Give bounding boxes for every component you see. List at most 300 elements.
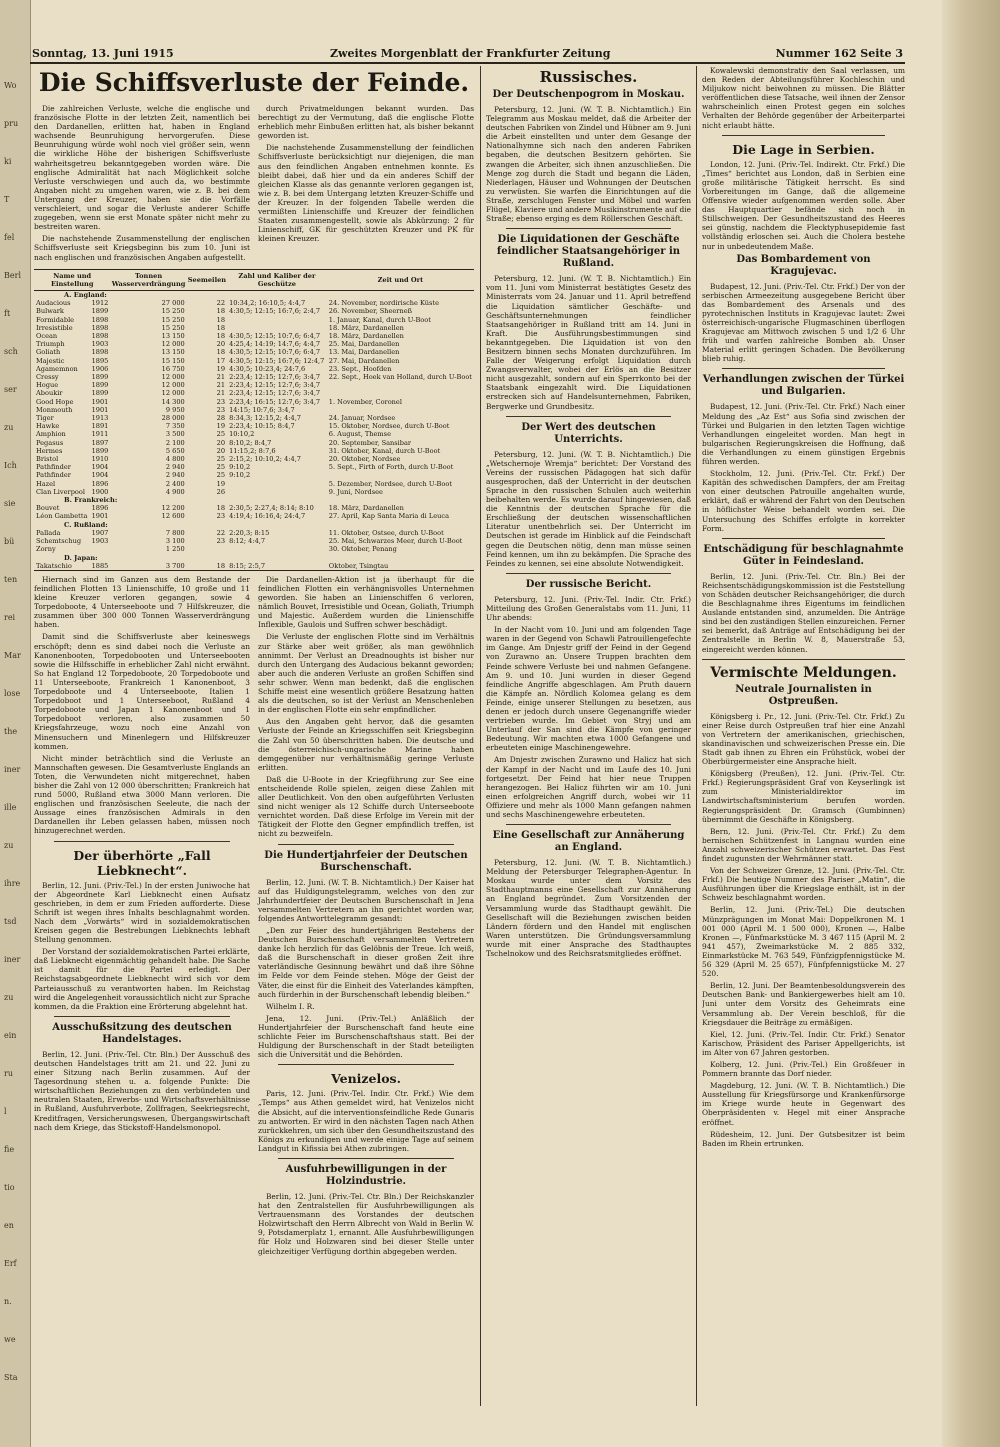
stub-fragment: Sta	[4, 1373, 18, 1382]
table-cell: 4:30,5; 12:15; 16:7,6; 12:4,7	[229, 356, 325, 365]
table-row	[34, 463, 474, 471]
table-cell: 1913	[91, 414, 109, 423]
table-cell: 4:30,5; 12:15; 10:7,6; 6:4,7	[229, 348, 321, 357]
paragraph: Königsberg i. Pr., 12. Juni. (Priv.-Tel. Ctr. Frkf.) Zu einer Reise durch Ostpreußen traf hier eine Anzahl von Vertretern der amerikanischen, griechischen, skandinavischen und schweizerischen Presse ein. Die Stadt gab ihnen zu Ehren ein Frühstück, wobei der Oberbürgermeister eine Ansprache hielt.	[702, 711, 905, 767]
table-cell: 1899	[91, 373, 109, 382]
stub-fragment: fel	[4, 233, 15, 242]
tuerkei-title: Verhandlungen zwischen der Türkei und Bulgarien.	[702, 374, 905, 398]
table-cell: 20	[216, 438, 226, 447]
table-cell: 18. März, Dardanellen	[328, 332, 404, 341]
stub-fragment: pru	[4, 119, 19, 128]
table-cell	[227, 324, 327, 332]
table-cell: 2:15,2; 10:10,2; 4:4,7	[229, 455, 301, 464]
table-cell: 1885	[90, 562, 111, 571]
table-cell: 12 000	[161, 340, 185, 349]
table-row	[34, 324, 474, 332]
table-cell: 1. November, Coronel	[328, 397, 402, 406]
table-cell: 3 500	[165, 430, 185, 439]
paragraph: Die Dardanellen-Aktion ist ja überhaupt für die feindlichen Flotten ein verhängnisvolles Unternehmen geworden. Sie haben an Linienschiffen 6 verloren, nämlich Bouvet, Irresistible und Ocean, Goliath, Triumph und Majestic. Außerdem wurden die Linienschiffe Inflexible, Gaulois und Suffren schwer beschädigt.	[258, 574, 474, 630]
column-rule	[480, 66, 481, 1406]
table-cell: 1901	[91, 512, 109, 521]
table-cell: 7 800	[165, 528, 185, 537]
paragraph: Magdeburg, 12. Juni. (W. T. B. Nichtamtlich.) Die Ausstellung für Kriegsfürsorge und Krankenfürsorge im Kriege wurde heute in Gegenwart des Oberpräsidenten v. Hegel mit einer Ansprache eröffnet.	[702, 1081, 905, 1127]
table-cell: 28	[216, 414, 226, 423]
table-group-row	[34, 554, 474, 562]
table-cell: 2:23,4; 12:15; 12:7,6; 3:4,7	[229, 389, 321, 398]
table-cell: 4 800	[165, 455, 185, 464]
paragraph: Petersburg, 12. Juni. (W. T. B. Nichtamtlich.) Ein Telegramm aus Moskau meldet, daß die Arbeiter der deutschen Fabriken von Zindel und Hübner am 9. Juni die Arbeit einstellten und unter dem Gesange der Nationalhymne sich nach den anderen Fabriken begaben, die deutschen Besitzern gehörten. Sie zwangen die Arbeiter, sich ihnen anzuschließen. Die Menge zog durch die Stadt und begann die Läden, Niederlagen, Häuser und Wohnungen der Deutschen zu verwüsten. Sie warfen die Einrichtungen auf die Straße, zerschlugen Fenster und Möbel und warfen Flügel, Klaviere und andere Musikinstrumente auf die Straße; ebenso erging es dem Röllerschen Geschäft.	[486, 105, 691, 224]
table-cell: 6. August, Themse	[328, 430, 391, 439]
table-cell: 2:23,4; 12:15; 12:7,6; 3:4,7	[229, 373, 321, 382]
bericht-text	[486, 595, 691, 819]
stockholm-text	[702, 469, 905, 533]
table-cell: 31. Oktober, Kanal, durch U-Boot	[328, 446, 441, 455]
table-cell: Majestic	[36, 356, 65, 365]
header-paper-title: Zweites Morgenblatt der Frankfurter Zeitung	[330, 47, 611, 60]
table-group-label: D. Japan:	[64, 553, 98, 562]
divider	[722, 135, 885, 136]
table-cell: 9:10,2	[229, 463, 251, 472]
table-row	[34, 545, 474, 553]
table-row	[34, 307, 474, 315]
kragujevac-text	[702, 282, 905, 364]
stub-fragment: fie	[4, 1145, 15, 1154]
table-cell: 26. November, Sheerneß	[328, 307, 413, 316]
venizelos-text	[258, 1089, 474, 1153]
table-row	[34, 316, 474, 324]
handelstag-text	[34, 1050, 250, 1132]
table-cell: 1900	[91, 487, 109, 496]
table-cell: 4:30,5; 10:23,4; 24:7,6	[229, 364, 306, 373]
liquidation-title: Die Liquidationen der Geschäfte feindlicher Staatsangehöriger in Rußland.	[496, 234, 681, 270]
table-cell: 8:12; 4:4,7	[229, 537, 266, 546]
stub-fragment: sie	[4, 499, 16, 508]
table-row	[34, 529, 474, 537]
table-cell: 27. April, Kap Santa Maria di Leuca	[328, 512, 450, 521]
table-cell	[90, 545, 111, 553]
table-cell: 1901	[91, 397, 109, 406]
table-cell: 18. März, Dardanellen	[328, 504, 404, 513]
table-cell: 1898	[91, 323, 109, 332]
holz-title: Ausfuhrbewilligungen in der Holzindustrie.	[285, 1163, 447, 1187]
table-cell: 4:25,4; 14:19; 14:7,6; 4:4,7	[229, 340, 321, 349]
table-cell: Hermes	[36, 446, 63, 455]
paragraph: London, 12. Juni. (Priv.-Tel. Indirekt. Ctr. Frkf.) Die „Times“ berichtet aus London, daß in Serbien eine große militärische Tätigkeit herrscht. Es sind Vorbereitungen im Gange, daß die allgemeine Offensive wieder aufgenommen werden solle. Aber das Hauptquartier befände sich noch in Stillschweigen. Der Gesundheitszustand des Heeres sei günstig, nachdem die Flecktyphusepidemie fast vollständig erloschen sei. Auch die Cholera bestehe nur in unbedeutendem Maße.	[702, 159, 905, 251]
table-cell: 12 000	[161, 373, 185, 382]
table-row	[34, 299, 474, 307]
table-cell: Audacious	[36, 299, 71, 308]
table-header: Tonnen Wasserverdrängung	[110, 269, 186, 290]
paragraph: Berlin, 12. Juni. (Priv.-Tel.) In der ersten Juniwoche hat der Abgeordnete Karl Liebknecht einen Aufsatz geschrieben, in dem er zum Frieden aufforderte. Diese Schrift ist wegen ihres Inhalts beschlagnahmt worden. Nach dem „Vorwärts“ wird in sozialdemokratischen Kreisen gegen die Bestrebungen Liebknechts lebhaft Stellung genommen.	[34, 880, 250, 945]
paragraph: Budapest, 12. Juni. (Priv.-Tel. Ctr. Frkf.) Der von der serbischen Armeezeitung ausgegebene Bericht über das Bombardement des Arsenals und des pyrotechnischen Instituts in Kragujevac lautet: Zwei österreichisch-ungarische Flugmaschinen überflogen Kragujevac am Mittwoch zwischen 5 und 1/2 6 Uhr früh und warfen zahlreiche Bomben ab. Unser Material erlitt geringen Schaden. Die Bevölkerung blieb ruhig.	[702, 281, 905, 364]
table-cell	[327, 389, 474, 397]
table-cell: Takatschio	[34, 562, 90, 571]
paragraph: Hiernach sind im Ganzen aus dem Bestande der feindlichen Flotten 13 Linienschiffe, 10 große und 11 kleine Kreuzer verloren gegangen, sowie 4 Torpedoboote, 4 Unterseeboote und 7 Hilfskreuzer, die zusammen über 300 000 Tonnen Wasserverdrängung haben.	[34, 574, 250, 630]
unterricht-title: Der Wert des deutschen Unterrichts.	[521, 421, 656, 445]
table-cell: 3 100	[165, 537, 185, 546]
paragraph: Berlin, 12. Juni. (Priv.-Tel. Ctr. Bln.) Bei der Reichsentschädigungskommission ist die Feststellung von Schäden deutscher Reichsangehöriger, die durch die Beschlagnahme ihres Eigentums im feindlichen Auslande entstanden sind, anzumelden. Die Anträge sind bei den zuständigen Stellen einzureichen. Ferner sei bemerkt, daß Anträge auf Entschädigung bei der Zentralstelle in Berlin W. 8, Mauerstraße 53, eingereicht werden können.	[702, 571, 905, 654]
table-cell: 2:23,4; 12:15; 12:7,6; 3:4,7	[229, 381, 321, 390]
table-row	[34, 348, 474, 356]
burschenschaft-text	[258, 878, 474, 1060]
table-header: Seemeilen	[187, 269, 227, 290]
table-cell: 2 100	[165, 438, 185, 447]
table-cell: 1906	[91, 364, 109, 373]
table-group-label: A. England:	[64, 291, 107, 299]
table-group-label: C. Rußland:	[64, 520, 108, 529]
table-cell: Pallada	[36, 528, 61, 537]
table-row	[34, 504, 474, 512]
stub-fragment: ser	[4, 385, 17, 394]
table-cell: 13. Mai, Dardanellen	[328, 348, 400, 357]
stub-fragment: Berl	[4, 271, 21, 280]
paragraph: Petersburg, 12. Juni. (Priv.-Tel. Indir. Ctr. Frkf.) Mitteilung des Großen Generalstabs vom 11. Juni, 11 Uhr abends:	[486, 594, 691, 623]
table-cell: 2:23,4; 10:15; 8:4,7	[229, 422, 295, 431]
annaeherung-title: Eine Gesellschaft zur Annäherung an England.	[492, 830, 685, 854]
vermischte-subtitle: Neutrale Journalisten in Ostpreußen.	[735, 683, 872, 707]
annaeherung-text	[486, 858, 691, 958]
table-row	[34, 389, 474, 397]
kragujevac-title: Das Bombardement von Kragujevac.	[736, 253, 871, 277]
table-cell	[327, 406, 474, 414]
table-cell	[227, 316, 327, 324]
table-cell: 20. Oktober, Nordsee	[328, 455, 401, 464]
table-cell: Good Hope	[36, 397, 74, 406]
table-cell: 9. Juni, Nordsee	[328, 487, 383, 496]
table-cell: 2:20,3; 8:15	[229, 528, 270, 537]
entschaedigung-title: Entschädigung für beschlagnahmte Güter in Feindesland.	[703, 543, 904, 567]
table-cell: 21	[216, 381, 226, 390]
stub-fragment: tio	[4, 1183, 15, 1192]
table-cell: 11. Oktober, Ostsee, durch U-Boot	[328, 528, 444, 537]
stub-fragment: rei	[4, 613, 16, 622]
divider	[506, 573, 671, 574]
table-cell: 11:15,2; 8:7,6	[229, 446, 276, 455]
paragraph: Berlin, 12. Juni. (Priv.-Tel. Ctr. Bln.) Der Reichskanzler hat den Zentralstellen für Ausfuhrbewilligungen als Vertrauensmann des Vorstandes der deutschen Holzwirtschaft den Herrn Albrecht von Wald in Berlin W. 9, Potsdamerplatz 1, ernannt. Alle Ausfuhrbewilligungen für Holz und Holzwaren sind bei dieser Stelle unter gleichzeitiger Verfügung dorthin abgegeben werden.	[258, 1191, 474, 1256]
table-cell: Hazel	[36, 479, 56, 488]
main-body	[34, 575, 474, 1259]
table-cell: 3 700	[110, 562, 186, 571]
bericht-title: Der russische Bericht.	[525, 578, 652, 590]
vermischte-title: Vermischte Meldungen.	[710, 664, 897, 681]
table-cell: 1899	[91, 307, 109, 316]
table-cell: 10:10,2	[229, 430, 255, 439]
table-cell: 20	[216, 446, 226, 455]
table-row	[34, 512, 474, 520]
table-cell: 19	[216, 422, 226, 431]
table-cell: 1. Januar, Kanal, durch U-Boot	[328, 315, 431, 324]
table-cell: Hogue	[36, 381, 59, 390]
table-cell: Pegasus	[36, 438, 64, 447]
stub-fragment: bü	[4, 537, 15, 546]
entschaedigung-text	[702, 572, 905, 654]
divider	[278, 1064, 454, 1065]
table-cell: 18	[216, 323, 226, 332]
table-cell: 22	[216, 528, 226, 537]
table-cell: 1897	[91, 438, 109, 447]
right-top-text	[702, 66, 905, 130]
table-cell: 1911	[91, 430, 109, 439]
table-header: Zahl und Kaliber der Geschütze	[227, 269, 327, 290]
paragraph: Von der Schweizer Grenze, 12. Juni. (Priv.-Tel. Ctr. Frkf.) Die heutige Nummer des Pariser „Matin“, die Ausführungen über die Kriegslage enthält, ist in der Schweiz beschlagnahmt worden.	[702, 866, 905, 903]
table-cell: Bouvet	[36, 504, 60, 513]
stub-fragment: ihre	[4, 879, 21, 888]
pogrom-title: Der Deutschenpogrom in Moskau.	[492, 89, 685, 100]
paragraph: Am Dnjestr zwischen Zurawno und Halicz hat sich der Kampf in der Nacht und im Laufe des 10. Juni fortgesetzt. Der Feind hat hier neue Truppen herangezogen. Bei Halicz führten wir am 10. Juni einen erfolgreichen Angriff durch, wobei wir 11 Offiziere und mehr als 1000 Mann gefangen nahmen und sechs Maschinengewehre erbeuteten.	[486, 755, 691, 819]
table-cell: 1898	[91, 315, 109, 324]
page-header	[30, 46, 905, 64]
paragraph: Kiel, 12. Juni. (Priv.-Tel. Indir. Ctr. Frkf.) Senator Karischow, Präsident des Pariser Appellgerichts, ist im Alter von 67 Jahren gestorben.	[702, 1029, 905, 1057]
table-cell: 4:30,5; 12:15; 10:7,6; 6:4,7	[229, 332, 321, 341]
table-cell: 5 650	[165, 446, 185, 455]
divider	[506, 228, 671, 229]
table-cell: 7 350	[165, 422, 185, 431]
table-cell	[327, 381, 474, 389]
paragraph: durch Privatmeldungen bekannt wurden. Das berechtigt zu der Vermutung, daß die englische Flotte erheblich mehr Einbußen erlitten hat, als bisher bekannt geworden ist.	[258, 104, 474, 141]
table-cell: 1898	[91, 332, 109, 341]
stub-fragment: ille	[4, 803, 17, 812]
table-cell: 1910	[91, 455, 109, 464]
table-cell: 15 250	[161, 315, 185, 324]
paragraph: In der Nacht vom 10. Juni und am folgenden Tage waren in der Gegend von Schawli Patrouillengefechte im Gange. Am Dnjestr griff der Feind in der Gegend von Zurawno an. Unsere Truppen brachten dem Feinde schwere Verluste bei und nahmen Gefangene. Am 9. und 10. Juni wurden in dieser Gegend feindliche Angriffe abgeschlagen. Am Pruth dauern die Kämpfe an. Nördlich Kolomea gelang es dem Feinde, einige unserer Stellungen zu besetzen, aus denen er jedoch durch unsere Gegenangriffe wieder vertrieben wurde. Im Gebiet von Stryj und am Unterlauf der San sind die Kämpfe von geringer Bedeutung. Wir machten etwa 1000 Gefangene und erbeuteten einige Maschinengewehre.	[486, 625, 691, 753]
table-cell: Pathfinder	[36, 471, 71, 480]
serbien-text	[702, 160, 905, 251]
table-cell: Hawke	[36, 422, 60, 431]
paragraph: Die nachstehende Zusammenstellung der englischen Schiffsverluste seit Kriegsbeginn bis zum 10. Juni ist nach englischen und französischen Angaben aufgestellt.	[34, 234, 250, 262]
column-rule	[696, 66, 697, 1406]
russisches-heading: Russisches.	[539, 68, 638, 86]
paragraph: Berlin, 12. Juni. (Priv.-Tel. Ctr. Bln.) Der Ausschuß des deutschen Handelstages tritt am 21. und 22. Juni zu einer Sitzung nach Berlin zusammen. Auf der Tagesordnung stehen u. a. folgende Punkte: Die wirtschaftlichen Beziehungen zu den verbündeten und neutralen Staaten, Erwerbs- und Wirtschaftsverhältnisse in Rußland, Ausfuhrverbote, Zollfragen, Seekriegsrecht, Kreditfragen, Versicherungswesen, Übergangswirtschaft nach dem Kriege, das Stickstoff-Handelsmonopol.	[34, 1049, 250, 1132]
stub-fragment: sch	[4, 347, 18, 356]
table-cell: 22. Sept., Hoek van Holland, durch U-Boot	[328, 373, 472, 382]
table-cell: 8:34,3; 12:15,2; 4:4,7	[229, 414, 301, 423]
table-cell: Agamemnon	[36, 364, 78, 373]
unterricht-text	[486, 450, 691, 568]
vermischte-text	[702, 712, 905, 1148]
tuerkei-text	[702, 402, 905, 466]
paragraph: Petersburg, 12. Juni. (W. T. B. Nichtamtlich.) Ein vom 11. Juni vom Ministerrat bestätigtes Gesetz des Ministerrats vom 24. Januar und 11. April betreffend die Liquidation sämtlicher Geschäfte- und Geschäftsunternehmungen feindlicher Staatsangehöriger in Rußland tritt am 14. Juni in Kraft. Die Ausführungsbestimmungen sind bekanntgegeben. Die Liquidation ist von den Besitzern binnen sechs Monaten durchzuführen. Im Falle der Weigerung erfolgt Liquidation durch Zwangsverwalter, wobei der Erlös an die Besitzer nicht ausgezahlt, sondern auf ein Sperrkonto bei der Staatsbank eingezahlt wird. Die Liquidationen erstrecken sich auf Handelsunternehmen, Fabriken, Bergwerke und Grundbesitz.	[486, 274, 691, 411]
paragraph: Jena, 12. Juni. (Priv.-Tel.) Anläßlich der Hundertjahrfeier der Burschenschaft fand heute eine schlichte Feier im Burschenschaftshaus statt. Bei der Huldigung der Burschenschaft in der Stadt beteiligten sich die Universität und die Behörden.	[258, 1013, 474, 1060]
table-cell	[227, 488, 327, 496]
table-cell: 30. Oktober, Penang	[328, 545, 397, 554]
stub-fragment: Ich	[4, 461, 17, 470]
table-cell: 1896	[91, 504, 109, 513]
table-row	[34, 406, 474, 414]
table-row	[34, 365, 474, 373]
table-cell: 2:30,5; 2:27,4; 8:14; 8:10	[229, 504, 314, 513]
table-cell: Tiger	[36, 414, 54, 423]
table-cell: Léon Gambetta	[36, 512, 88, 521]
handelstag-title: Ausschußsitzung des deutschen Handelstages.	[52, 1021, 232, 1045]
table-cell: 12 200	[161, 504, 185, 513]
table-cell: 1907	[91, 528, 109, 537]
table-cell: 1904	[91, 471, 109, 480]
table-cell: 13 150	[161, 348, 185, 357]
table-header: Name und Einstellung	[34, 269, 110, 290]
table-cell: 25	[216, 471, 226, 480]
paragraph: Budapest, 12. Juni. (Priv.-Tel. Ctr. Frkf.) Nach einer Meldung des „Az Est“ aus Sofia sind zwischen der Türkei und Bulgarien in den letzten Tagen wichtige Verhandlungen eingeleitet worden. Man hegt in bulgarischen Regierungskreisen die Hoffnung, daß die Verhandlungen zu einem günstigen Ergebnis führen werden.	[702, 402, 905, 466]
table-cell: 15. Oktober, Nordsee, durch U-Boot	[328, 422, 450, 431]
stub-fragment: l	[4, 1107, 7, 1116]
table-cell: 26	[216, 487, 226, 496]
stub-fragment: we	[4, 1335, 16, 1344]
right-column	[702, 66, 905, 1406]
table-row	[34, 537, 474, 545]
table-cell: 9 950	[165, 405, 185, 414]
below-table-text	[34, 575, 250, 836]
table-cell: 14:15; 10:7,6; 3:4,7	[229, 405, 295, 414]
table-row	[34, 480, 474, 488]
table-cell: Schemtschug	[36, 537, 82, 546]
main-headline: Die Schiffsverluste der Feinde.	[38, 68, 470, 97]
table-cell: 17	[216, 356, 226, 365]
divider	[702, 659, 905, 660]
paragraph: Wilhelm I. R.	[266, 1001, 315, 1011]
table-cell: 21	[216, 389, 226, 398]
paragraph: Die zahlreichen Verluste, welche die englische und französische Flotte in der letzten Zeit, namentlich bei den Dardanellen, erlitten hat, haben in England wachsende Beunruhigung hervorgerufen. Diese Beunruhigung würde wohl noch viel größer sein, wenn die wirkliche Höhe der bisherigen Schiffsverluste wahrheitsgetreu bekanntgegeben worden wäre. Die englische Admiralität hat nach Möglichkeit solche Verluste verschwiegen und auch da, wo bestimmte Angaben nicht zu umgehen waren, wie z. B. bei dem Untergang der Kreuzer, haben sie die Vorfälle verschleiert, und sogar die Verluste anderer Schiffe zugegeben, wenn sie erst Monate später nicht mehr zu bestreiten waren.	[34, 104, 250, 232]
table-cell: 1899	[91, 446, 109, 455]
table-cell: 1901	[91, 405, 109, 414]
table-cell: Formidable	[36, 315, 75, 324]
stub-fragment: ft	[4, 309, 11, 318]
russisches-column	[486, 66, 691, 1406]
table-row	[34, 562, 474, 571]
table-cell: 25	[216, 463, 226, 472]
main-intro-col1	[34, 104, 250, 265]
table-cell: 22	[216, 299, 226, 308]
table-cell: Amphion	[36, 430, 66, 439]
stub-fragment: T	[4, 195, 10, 204]
header-date: Sonntag, 13. Juni 1915	[32, 47, 174, 60]
table-cell: 1904	[91, 463, 109, 472]
table-cell: 27. Mai, Dardanellen	[328, 356, 400, 365]
table-cell: 4:19,4; 16:16,4; 24:4,7	[229, 512, 306, 521]
paragraph: Petersburg, 12. Juni. (W. T. B. Nichtamtlich.) Meldung der Petersburger Telegraphen-Agentur. In Moskau wurde unter dem Vorsitz des Stadthauptmanns eine Gesellschaft zur Annäherung an England begründet. Zum Vorsitzenden der Versammlung wurde das Stadthaupt gewählt. Die Gesellschaft will die Beziehungen zwischen beiden Ländern fördern und den Handel mit englischen Waren unterstützen. Die Gründungsversammlung wurde mit einer Ansprache des Stadthauptes Tschelnokow und des Reichsratsmitgliedes eröffnet.	[486, 858, 691, 959]
table-cell: Triumph	[36, 340, 65, 349]
table-cell: 1912	[91, 299, 109, 308]
table-cell: 23	[216, 512, 226, 521]
stub-fragment: iner	[4, 955, 21, 964]
paragraph: Berlin, 12. Juni. Der Beamtenbesoldungsverein des Deutschen Bank- und Bankiergewerbes hielt am 10. Juni unter dem Vorsitz des Geheimrats eine Versammlung ab. Der Verein beschloß, für die Kriegsdauer die Beiträge zu ermäßigen.	[702, 981, 905, 1027]
table-cell: 4 900	[165, 487, 185, 496]
paragraph: Der Vorstand der sozialdemokratischen Partei erklärte, daß Liebknecht eigenmächtig gehandelt habe. Die Sache ist damit für die Partei erledigt. Der Reichstagsabgeordnete Liebknecht wird sich vor dem Parteiausschuß zu verantworten haben. Im Reichstag wird die Angelegenheit voraussichtlich nicht zur Sprache kommen, da die Fraktion eine Erörterung abgelehnt hat.	[34, 947, 250, 1011]
table-row	[34, 471, 474, 479]
venizelos-title: Venizelos.	[331, 1071, 401, 1087]
table-cell: 2 400	[165, 479, 185, 488]
table-cell: 4:30,5; 12:15; 16:7,6; 2:4,7	[229, 307, 321, 316]
table-cell: 1895	[91, 356, 109, 365]
table-cell	[227, 545, 327, 553]
table-cell: 2 940	[165, 463, 185, 472]
table-cell: Irresistible	[36, 323, 73, 332]
table-cell: 9:10,2	[229, 471, 251, 480]
table-cell: 18	[216, 332, 226, 341]
main-article	[34, 66, 474, 1406]
paragraph: „Den zur Feier des hundertjährigen Bestehens der Deutschen Burschenschaft versammelten Vertretern danke Ich herzlich für das Gelöbnis der Treue. Ich weiß, daß die Burschenschaft in dieser großen Zeit ihre vaterländische Gesinnung bewährt und daß ihre Söhne im Felde vor dem Feinde stehen. Möge der Geist der Väter, die einst für die Einheit des Vaterlandes kämpften, auch fürderhin in der Burschenschaft lebendig bleiben.“	[258, 926, 474, 999]
table-group-label: B. Frankreich:	[64, 496, 118, 505]
table-cell: 19	[216, 364, 226, 373]
table-cell: 13 150	[161, 332, 185, 341]
divider	[722, 538, 885, 539]
table-cell: 1 250	[165, 545, 185, 554]
burschenschaft-title: Die Hundertjahrfeier der Deutschen Burschenschaft.	[264, 849, 468, 873]
table-cell: 18	[216, 307, 226, 316]
paragraph: Damit sind die Schiffsverluste aber keineswegs erschöpft; denn es sind dabei noch die Verluste an Kanonenbooten, Torpedobooten und Unterseebooten sowie die Hilfsschiffe in erheblicher Zahl nicht erwähnt. So hat England 12 Torpedoboote, 20 Torpedoboote und 11 Unterseeboote, Frankreich 1 Kanonenboot, 3 Torpedoboote und 4 Unterseeboote, Italien 1 Torpedoboot und 1 Unterseeboot, Rußland 4 Torpedoboote und Japan 1 Kanonenboot und 1 Torpedoboot verloren, also zusammen 50 Kriegsfahrzeuge, wozu noch eine Anzahl von Minensuchern und Minenlegern und Hilfskreuzer kommen.	[34, 632, 250, 751]
table-group-row	[34, 496, 474, 504]
stub-fragment: en	[4, 1221, 14, 1230]
table-cell: 23	[216, 397, 226, 406]
divider	[278, 844, 454, 845]
table-cell: 23	[216, 537, 226, 546]
table-row	[34, 332, 474, 340]
holz-text	[258, 1192, 474, 1256]
paragraph: Stockholm, 12. Juni. (Priv.-Tel. Ctr. Frkf.) Der Kapitän des schwedischen Dampfers, der am Freitag von einer deutschen Patrouille angehalten wurde, erklärt, daß er während der Fahrt von den Deutschen in höflichster Weise behandelt worden sei. Die Untersuchung des Schiffes erfolgte in korrekter Form.	[702, 469, 905, 533]
table-group-row	[34, 291, 474, 300]
divider	[54, 841, 230, 842]
paragraph: Petersburg, 12. Juni. (W. T. B. Nichtamtlich.) Die „Wetschernoje Wremja“ berichtet: Der Vorstand des Vereins der russischen Pädagogen hat sich dafür ausgesprochen, daß der Unterricht in der deutschen Sprache in den russischen Schulen auch weiterhin beibehalten werde. Es wurde darauf hingewiesen, daß die Kenntnis der deutschen Sprache für die Erschließung der deutschen wissenschaftlichen Literatur unentbehrlich sei. Der Unterricht im Deutschen ist gerade im Hinblick auf die Feindschaft gegen die Deutschen nötig, denn man müsse seinen Feind kennen, um ihn zu bekämpfen. Die Sprache des Feindes zu kennen, sei eine absolute Notwendigkeit.	[486, 449, 691, 568]
table-header: Zeit und Ort	[327, 269, 474, 290]
table-cell: 16 750	[161, 364, 185, 373]
table-cell: 10:34,2; 16:10,5; 4:4,7	[229, 299, 306, 308]
table-cell: Oktober, Tsingtau	[327, 562, 474, 571]
stub-fragment: zu	[4, 993, 14, 1002]
stub-fragment: Wo	[4, 81, 17, 90]
table-row	[34, 398, 474, 406]
table-cell: Pathfinder	[36, 463, 71, 472]
stub-fragment: lose	[4, 689, 21, 698]
table-cell: 1899	[91, 389, 109, 398]
table-cell: 12 000	[161, 389, 185, 398]
table-cell: Goliath	[36, 348, 61, 357]
paragraph: Königsberg (Preußen), 12. Juni. (Priv.-Tel. Ctr. Frkf.) Regierungspräsident Graf von Keyserlingk ist zum Ministerialdirektor im Landwirtschaftsministerium berufen worden. Regierungspräsident Dr. Gramsch (Gumbinnen) übernimmt die Geschäfte in Königsberg.	[702, 769, 905, 824]
table-cell: 1891	[91, 422, 109, 431]
stub-fragment: ru	[4, 1069, 13, 1078]
table-cell: 8:10,2; 8:4,7	[229, 438, 272, 447]
table-cell: 5. Sept., Firth of Forth, durch U-Boot	[328, 463, 454, 472]
stub-fragment: zu	[4, 423, 14, 432]
table-cell: 2 940	[165, 471, 185, 480]
table-cell: 28 000	[161, 414, 185, 423]
liebknecht-text	[34, 881, 250, 1011]
divider	[506, 824, 671, 825]
stub-fragment: ein	[4, 1031, 17, 1040]
table-cell: 12 000	[161, 381, 185, 390]
main-body-col1	[34, 575, 250, 1259]
table-cell: 1896	[91, 479, 109, 488]
table-cell: 1898	[91, 348, 109, 357]
table-cell: 21	[216, 373, 226, 382]
table-group-row	[34, 521, 474, 529]
divider	[54, 1016, 230, 1017]
table-cell: 18	[216, 315, 226, 324]
table-cell: 1903	[91, 340, 109, 349]
divider	[722, 368, 885, 369]
table-row	[34, 357, 474, 365]
paragraph: Paris, 12. Juni. (Priv.-Tel. Indir. Ctr. Frkf.) Wie dem „Temps“ aus Athen gemeldet wird, hat Venizelos nicht die Absicht, auf die interventionsfeindliche Rede Gunaris zu antworten. Er wird in den nächsten Tagen nach Athen zurückkehren, um sich über den Gesundheitszustand des Königs zu erkundigen und werde einige Tage auf seinem Landgut in Kifissia bei Athen zubringen.	[258, 1089, 474, 1153]
table-cell: Zorny	[36, 545, 56, 554]
table-cell: 1899	[91, 381, 109, 390]
table-cell: Clan Liverpool	[36, 487, 85, 496]
stub-fragment: iner	[4, 765, 21, 774]
paragraph: Daß die U-Boote in der Kriegführung zur See eine entscheidende Rolle spielen, zeigen diese Zahlen mit aller Deutlichkeit. Von den oben aufgeführten Verlusten sind nicht weniger als 12 Schiffe durch Unterseeboote vernichtet worden. Daß diese Erfolge im Verein mit der Tätigkeit der Flotte den Gegner empfindlich treffen, ist nicht zu bezweifeln.	[258, 774, 474, 839]
table-cell: 18	[187, 562, 227, 571]
liebknecht-title: Der überhörte „Fall Liebknecht“.	[73, 847, 211, 878]
table-row	[34, 447, 474, 455]
table-cell: 14 300	[161, 397, 185, 406]
table-row	[34, 340, 474, 348]
paragraph: Rüdesheim, 12. Juni. Der Gutsbesitzer ist beim Baden im Rhein ertrunken.	[702, 1129, 905, 1148]
table-cell: 20	[216, 340, 226, 349]
